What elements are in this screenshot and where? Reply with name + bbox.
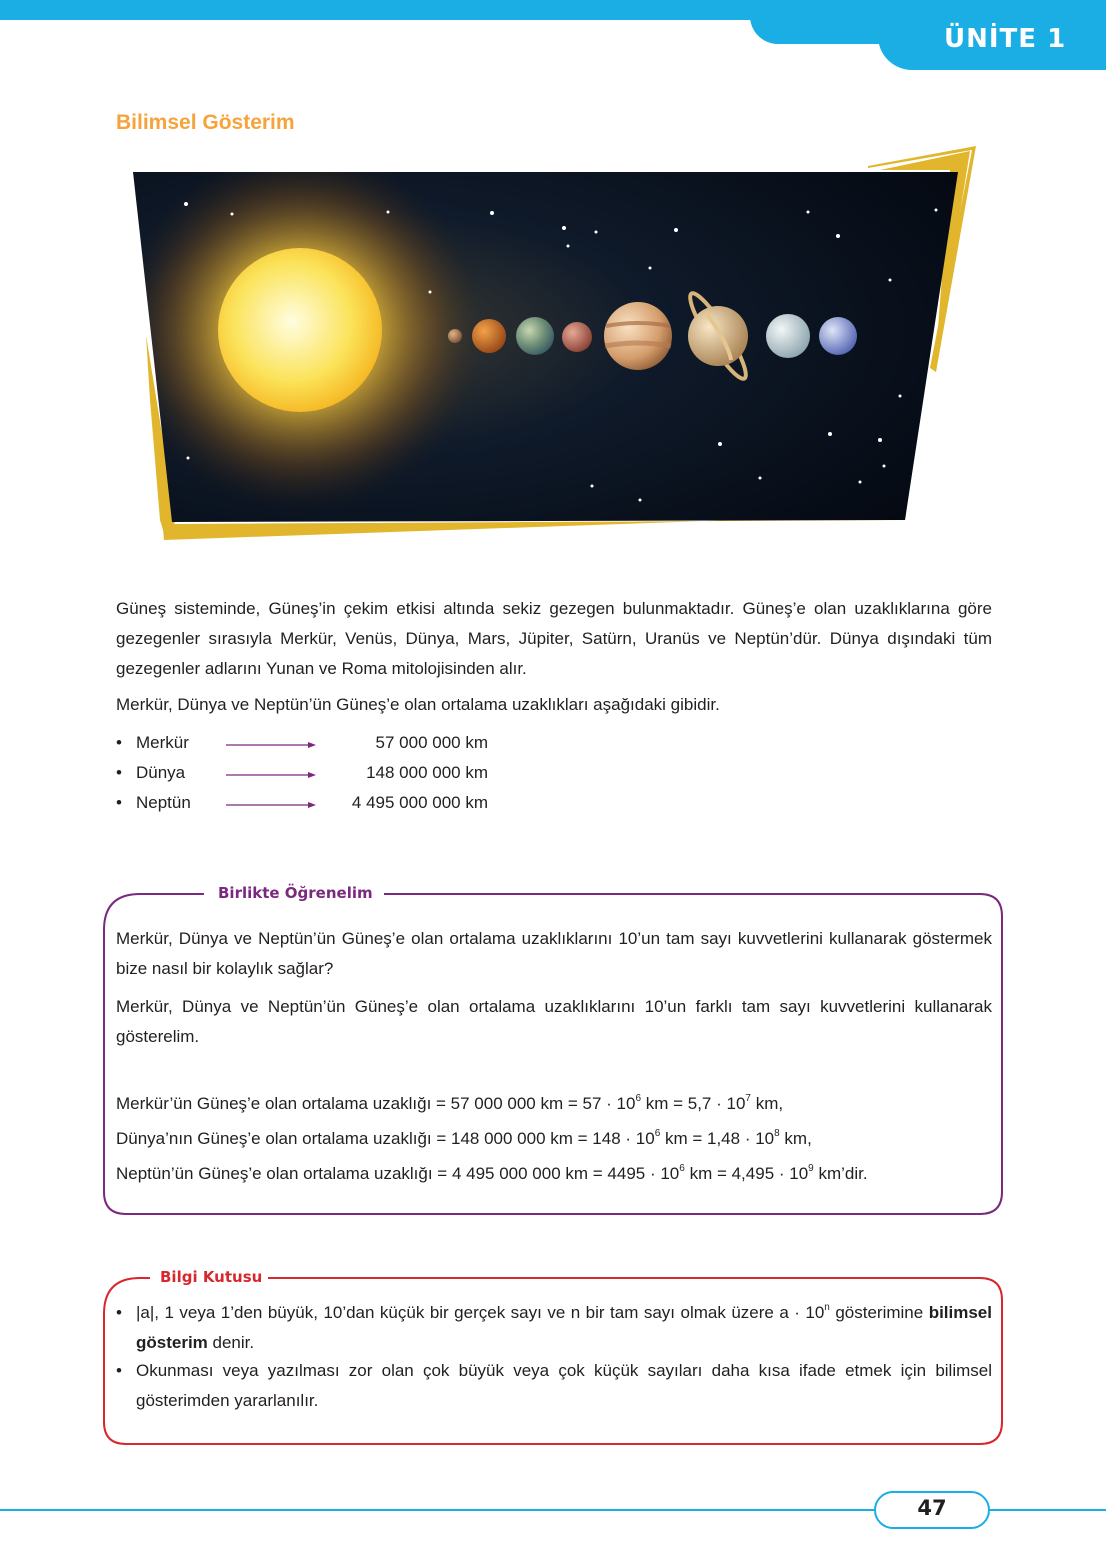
section-title: Bilimsel Gösterim [116, 111, 295, 134]
solar-system-illustration [0, 0, 1106, 560]
definition-text: denir. [207, 1333, 255, 1352]
page-number: 47 [917, 1496, 947, 1520]
planet-distance: 57 000 000 km [375, 733, 488, 752]
bullet: • [116, 1361, 122, 1380]
neptune-illustration [819, 317, 857, 355]
bullet: • [116, 733, 122, 752]
space-scene [115, 145, 980, 540]
learn-box-title: Birlikte Öğrenelim [212, 884, 379, 902]
exponent: n [824, 1302, 830, 1313]
planet-name: Dünya [136, 763, 186, 782]
info-item-usage [116, 1356, 992, 1416]
arrow-icon [226, 802, 316, 808]
arrow-icon [226, 742, 316, 748]
arrow-icon [226, 772, 316, 778]
exponent: 6 [679, 1163, 685, 1174]
earth-illustration [516, 317, 554, 355]
equation-text: Merkür’ün Güneş’e olan ortalama uzaklığı = 57 000 000 km = 57 · 10 [116, 1094, 636, 1113]
exponent: 9 [808, 1163, 814, 1174]
term-bold: bilimsel gösterim [136, 1303, 992, 1352]
intro-paragraph: Güneş sisteminde, Güneş’in çekim etkisi altında sekiz gezegen bulunmaktadır. Güneş’e olan uzaklıklarına göre gezegenler sırasıyla Merkür, Venüs, Dünya, Mars, Jüpiter, Satürn, Uranüs ve Neptün’dür. Dünya dışındaki tüm gezegenler adlarını Yunan ve Roma mitolojisinden alır. [116, 599, 992, 678]
learn-instruction: Merkür, Dünya ve Neptün’ün Güneş’e olan ortalama uzaklıklarını 10’un farklı tam sayı kuvvetlerini kullanarak gösterelim. [116, 997, 992, 1046]
info-item-text [136, 1298, 992, 1358]
bullet: • [116, 1303, 122, 1322]
exponent: 6 [635, 1093, 641, 1104]
equation-text: km = 5,7 · 10 [641, 1094, 746, 1113]
distances-intro: Merkür, Dünya ve Neptün’ün Güneş’e olan ortalama uzaklıkları aşağıdaki gibidir. [116, 695, 720, 714]
equation-text: km = 4,495 · 10 [684, 1164, 809, 1183]
equation-earth [116, 1122, 996, 1156]
distance-item [116, 788, 516, 818]
exponent: 7 [745, 1093, 751, 1104]
planet-distance: 148 000 000 km [366, 763, 488, 782]
uranus-illustration [766, 314, 810, 358]
bullet: • [116, 763, 122, 782]
equation-text: km, [750, 1094, 784, 1113]
info-item-text: Okunması veya yazılması zor olan çok büyük veya çok küçük sayıları daha kısa ifade etmek için bilimsel gösterimden yararlanılır. [136, 1361, 992, 1410]
equation-mercury [116, 1087, 996, 1121]
definition-text: gösterimine [829, 1303, 929, 1322]
exponent: 6 [654, 1128, 661, 1139]
distance-item [116, 758, 516, 788]
info-item-definition [116, 1298, 992, 1358]
planet-name: Merkür [136, 733, 189, 752]
exponent: 8 [774, 1128, 780, 1139]
distance-item [116, 728, 516, 758]
sun-illustration [218, 248, 382, 412]
info-box-title: Bilgi Kutusu [154, 1268, 268, 1286]
learn-question: Merkür, Dünya ve Neptün’ün Güneş’e olan ortalama uzaklıklarını 10’un tam sayı kuvvetlerini kullanarak göstermek bize nasıl bir kolaylık sağlar? [116, 929, 992, 978]
planet-name: Neptün [136, 793, 191, 812]
venus-illustration [472, 319, 506, 353]
equation-text: Dünya’nın Güneş’e olan ortalama uzaklığı = 148 000 000 km = 148 · 10 [116, 1129, 655, 1148]
equation-text: km, [779, 1129, 812, 1148]
distance-list [116, 728, 516, 818]
jupiter-illustration [604, 302, 672, 370]
equation-text: Neptün’ün Güneş’e olan ortalama uzaklığı = 4 495 000 000 km = 4495 · 10 [116, 1164, 680, 1183]
unit-label: ÜNİTE 1 [944, 24, 1067, 54]
definition-text: |a|, 1 veya 1’den büyük, 10’dan küçük bir gerçek sayı ve n bir tam sayı olmak üzere a · 10 [136, 1303, 825, 1322]
equation-neptune [116, 1157, 996, 1191]
mercury-illustration [448, 329, 462, 343]
mars-illustration [562, 322, 592, 352]
planet-distance: 4 495 000 000 km [351, 793, 488, 812]
equation-text: km = 1,48 · 10 [660, 1129, 775, 1148]
equation-text: km’dir. [813, 1164, 868, 1183]
bullet: • [116, 793, 122, 812]
